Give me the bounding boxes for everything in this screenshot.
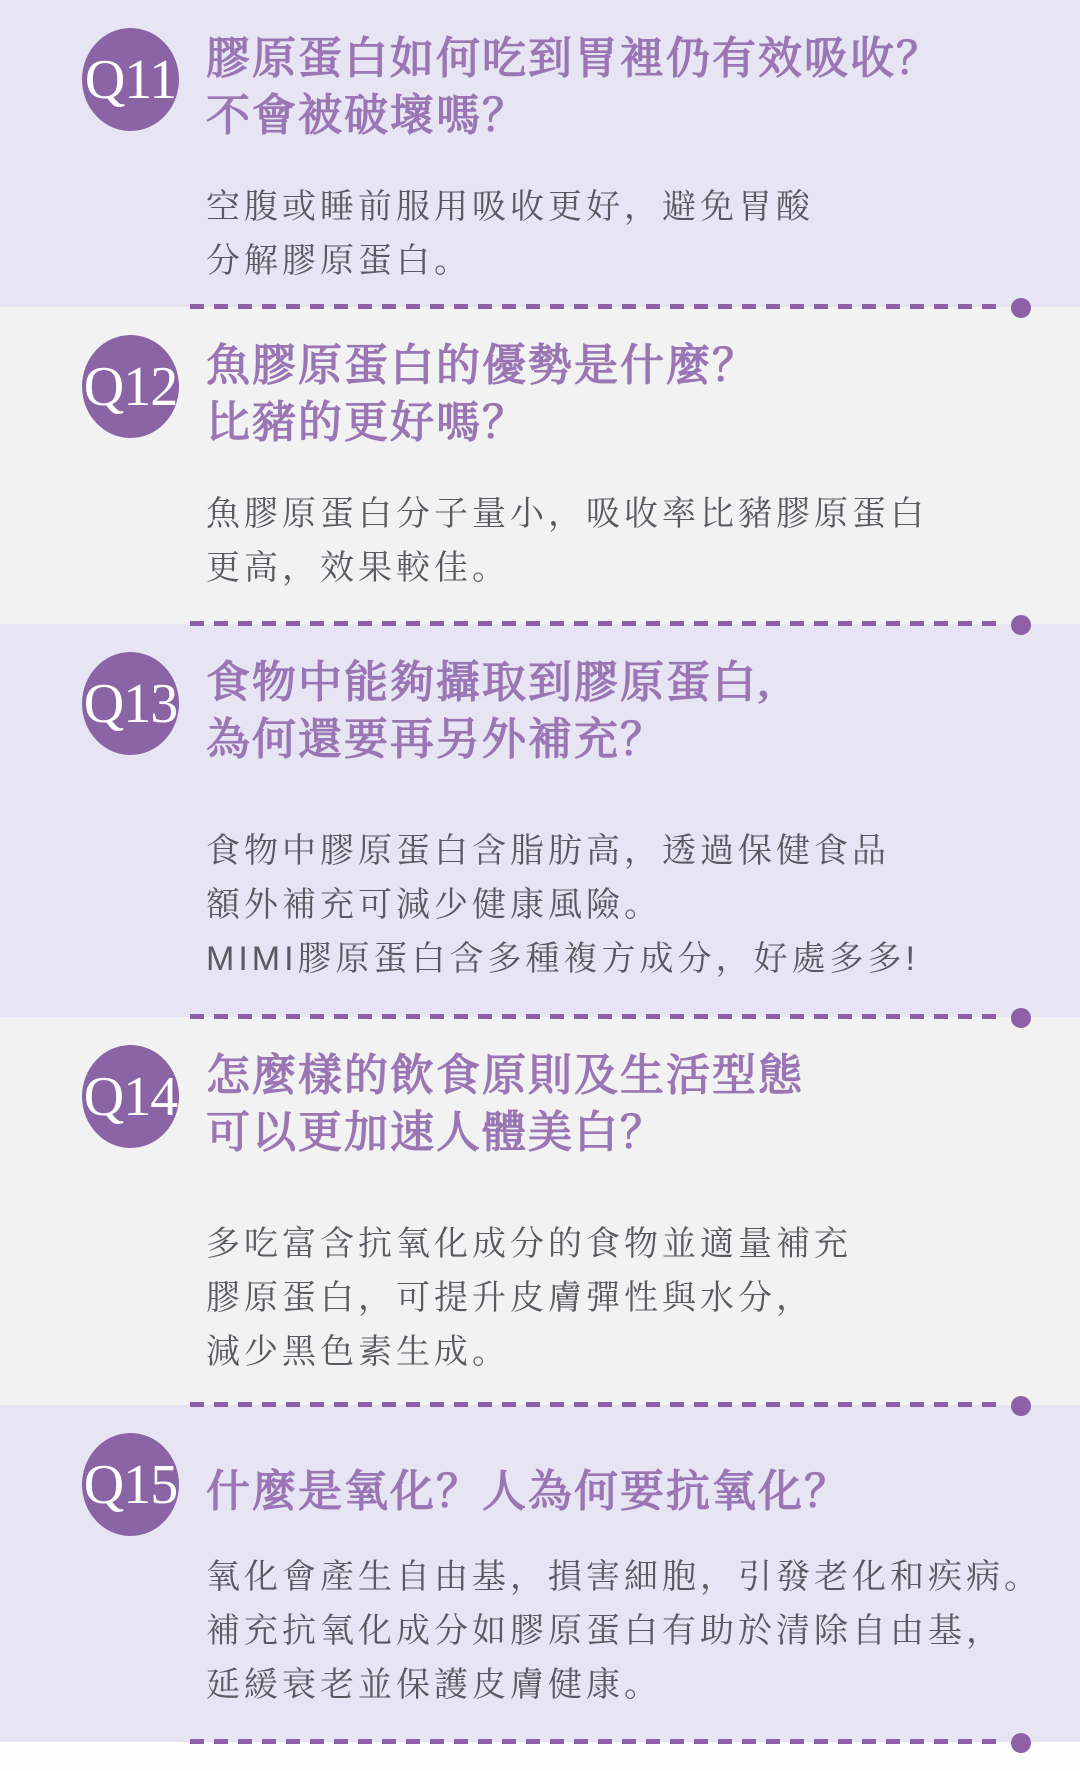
answer-line: 額外補充可減少健康風險。 (206, 886, 662, 924)
question-title-line: 膠原蛋白如何吃到胃裡仍有效吸收？ (206, 34, 942, 83)
answer-line: 減少黑色素生成。 (206, 1333, 510, 1371)
question-title-line: 怎麼樣的飲食原則及生活型態 (206, 1051, 804, 1100)
dashed-divider (190, 1014, 1006, 1019)
answer-line: 補充抗氧化成分如膠原蛋白有助於清除自由基， (206, 1612, 1004, 1650)
answer-text (206, 487, 1070, 595)
faq-section-q11 (0, 0, 1080, 307)
dashed-divider (190, 621, 1006, 626)
question-title-line: 為何還要再另外補充？ (206, 715, 666, 764)
question-title-line: 什麼是氧化？人為何要抗氧化？ (206, 1467, 850, 1516)
answer-line: 多吃富含抗氧化成分的食物並適量補充 (206, 1225, 852, 1263)
question-title-line: 可以更加速人體美白？ (206, 1108, 666, 1157)
answer-line: 氧化會產生自由基，損害細胞，引發老化和疾病。 (206, 1558, 1042, 1596)
answer-text (206, 180, 1070, 288)
answer-line: 空腹或睡前服用吸收更好，避免胃酸 (206, 188, 814, 226)
bottom-white-strip (0, 1742, 1080, 1771)
question-title-line: 魚膠原蛋白的優勢是什麼？ (206, 341, 758, 390)
answer-line: 食物中膠原蛋白含脂肪高，透過保健食品 (206, 832, 890, 870)
answer-line: 分解膠原蛋白。 (206, 242, 472, 280)
answer-line: 膠原蛋白，可提升皮膚彈性與水分， (206, 1279, 814, 1317)
question-badge: Q12 (82, 335, 179, 438)
faq-section-q14 (0, 1017, 1080, 1405)
answer-line: 魚膠原蛋白分子量小，吸收率比豬膠原蛋白 (206, 495, 928, 533)
faq-section-q13 (0, 624, 1080, 1017)
question-title-line: 不會被破壞嗎？ (206, 91, 528, 140)
dashed-divider (190, 1402, 1006, 1407)
answer-text (206, 1550, 1070, 1712)
question-title-line: 食物中能夠攝取到膠原蛋白, (206, 658, 771, 707)
answer-line: 更高，效果較佳。 (206, 549, 510, 587)
dashed-divider (190, 304, 1006, 309)
question-badge: Q14 (82, 1045, 179, 1148)
answer-text (206, 824, 1070, 986)
divider-dot (1011, 1008, 1031, 1028)
divider-dot (1011, 615, 1031, 635)
answer-line: MIMI膠原蛋白含多種複方成分，好處多多! (206, 940, 919, 978)
answer-line: 延緩衰老並保護皮膚健康。 (206, 1666, 662, 1704)
faq-section-q15 (0, 1405, 1080, 1742)
divider-dot (1011, 1396, 1031, 1416)
faq-section-q12 (0, 307, 1080, 624)
dashed-divider (190, 1739, 1006, 1744)
answer-text (206, 1217, 1070, 1379)
divider-dot (1011, 298, 1031, 318)
question-badge: Q15 (82, 1433, 179, 1536)
question-badge: Q13 (82, 652, 179, 755)
question-title-line: 比豬的更好嗎？ (206, 398, 528, 447)
divider-dot (1011, 1733, 1031, 1753)
question-badge: Q11 (82, 28, 179, 131)
